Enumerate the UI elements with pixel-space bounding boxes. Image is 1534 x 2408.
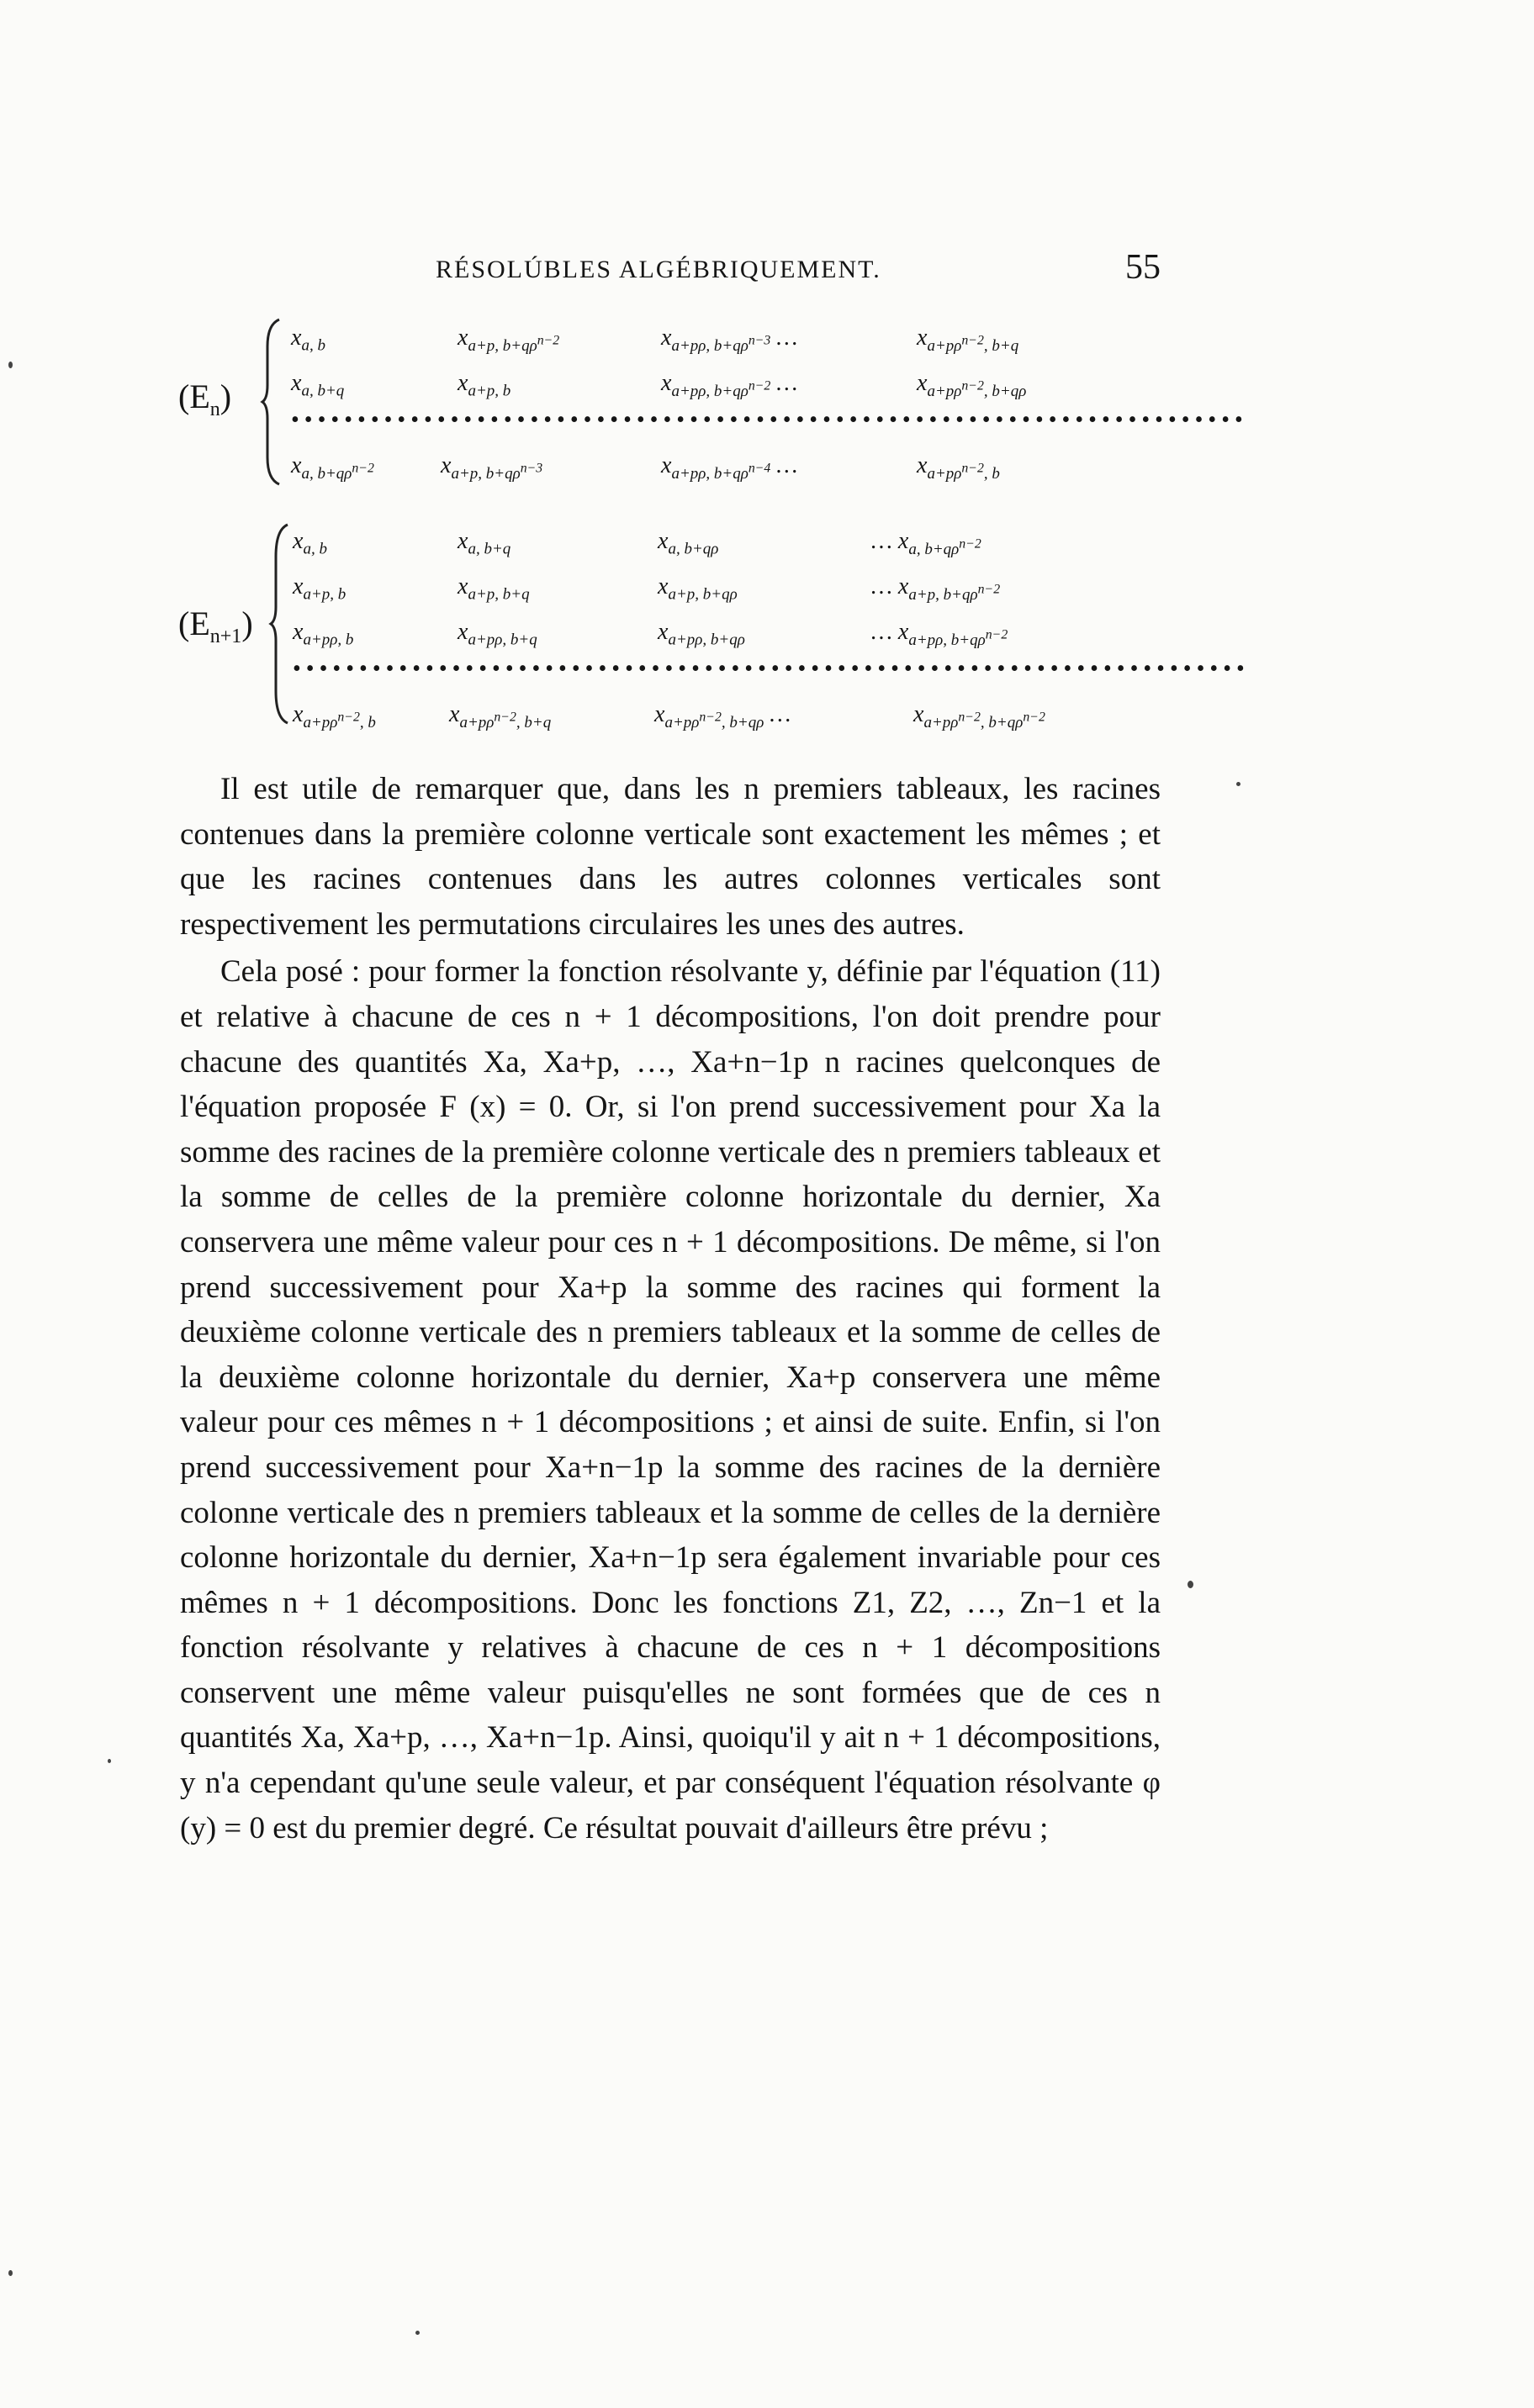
cell: $x_{a+p, b+q\rho^{n-3}}$ <box>441 452 543 483</box>
array-label: $(E_n)$ <box>178 378 232 420</box>
left-brace <box>267 523 293 725</box>
cell: $x_{a+p\rho, b+q\rho^{n-2}}$ … <box>661 370 798 400</box>
cell: $x_{a+p\rho, b+q}$ <box>458 619 537 649</box>
cell: $x_{a+p\rho^{n-2}, b+q}$ <box>449 701 552 731</box>
cell: $x_{a+p, b}$ <box>458 370 511 400</box>
left-brace <box>259 318 284 486</box>
cell: … $x_{a+p, b+q\rho^{n-2}}$ <box>871 573 1001 604</box>
array-label: $(E_{n+1})$ <box>178 605 253 647</box>
ellipsis-row: •••••••••••••••••••••••••••••••••••••••••••••••••••••••••••••••••••••••• <box>291 407 1248 433</box>
cell: $x_{a+p, b+q\rho}$ <box>658 573 738 604</box>
cell: $x_{a+p\rho^{n-2}, b}$ <box>293 701 376 731</box>
ink-speck <box>1188 1581 1193 1588</box>
cell: $x_{a+p\rho, b+q\rho}$ <box>658 619 745 649</box>
cell: … $x_{a, b+q\rho^{n-2}}$ <box>871 528 981 558</box>
cell: $x_{a+p\rho, b}$ <box>293 619 354 649</box>
cell: $x_{a+p\rho^{n-2}, b+q\rho}$ <box>917 370 1027 400</box>
cell: $x_{a, b+q\rho}$ <box>658 528 719 558</box>
cell: $x_{a, b+q}$ <box>291 370 345 400</box>
cell: $x_{a+p, b}$ <box>293 573 346 604</box>
ink-speck <box>108 1759 111 1763</box>
cell: $x_{a+p\rho^{n-2}, b+q\rho^{n-2}}$ <box>913 701 1045 731</box>
cell: … $x_{a+p\rho, b+q\rho^{n-2}}$ <box>871 619 1008 649</box>
ellipsis-row: •••••••••••••••••••••••••••••••••••••••••••••••••••••••••••••••••••••••• <box>293 656 1250 682</box>
cell: $x_{a+p\rho, b+q\rho^{n-4}}$ … <box>661 452 798 483</box>
page-number: 55 <box>1125 248 1161 287</box>
running-header <box>0 248 1534 294</box>
ink-speck <box>1236 782 1240 786</box>
ink-speck <box>8 2270 13 2276</box>
cell: $x_{a, b}$ <box>293 528 327 558</box>
cell: $x_{a+p\rho^{n-2}, b}$ <box>917 452 1000 483</box>
ink-speck <box>8 362 13 368</box>
body-text <box>180 767 1161 1853</box>
ink-speck <box>415 2331 420 2335</box>
paragraph: Cela posé : pour former la fonction résolvante y, définie par l'équation (11) et relative à chacune de ces n + 1 décompositions, l'on doit prendre pour chacune des quantités Xa, Xa+p, …, Xa+n−1p n racines quelconques de l'équation proposée F (x) = 0. Or, si l'on prend successivement pour Xa la somme des racines de la première colonne verticale des n premiers tableaux et la somme de celles de la première colonne horizontale du dernier, Xa conservera une même valeur pour ces n + 1 décompositions. De même, si l'on prend successivement pour Xa+p la somme des racines qui forment la deuxième colonne verticale des n premiers tableaux et la somme de celles de la deuxième colonne horizontale du dernier, Xa+p conservera une même valeur pour ces mêmes n + 1 décompositions ; et ainsi de suite. Enfin, si l'on prend successivement pour Xa+n−1p la somme des racines de la dernière colonne verticale des n premiers tableaux et la somme de celles de la dernière colonne horizontale du dernier, Xa+n−1p sera également invariable pour ces mêmes n + 1 décompositions. Donc les fonctions Z1, Z2, …, Zn−1 et la fonction résolvante y relatives à chacune de ces n + 1 décompositions conservent une même valeur puisqu'elles ne sont formées que de ces n quantités Xa, Xa+p, …, Xa+n−1p. Ainsi, quoiqu'il y ait n + 1 décompositions, y n'a cependant qu'une seule valeur, et par conséquent l'équation résolvante φ (y) = 0 est du premier degré. Ce résultat pouvait d'ailleurs être prévu ; <box>180 954 1161 1846</box>
cell: $x_{a+p, b+q\rho^{n-2}}$ <box>458 325 560 355</box>
cell: $x_{a+p\rho^{n-2}, b+q\rho}$ … <box>654 701 791 731</box>
paragraph: Il est utile de remarquer que, dans les n premiers tableaux, les racines contenues dans la première colonne verticale sont exactement les mêmes ; et que les racines contenues dans les autres colonnes verticales sont respectivement les permutations circulaires les unes des autres. <box>180 772 1161 942</box>
cell: $x_{a+p\rho, b+q\rho^{n-3}}$ … <box>661 325 798 355</box>
cell: $x_{a, b+q\rho^{n-2}}$ <box>291 452 374 483</box>
cell: $x_{a, b}$ <box>291 325 325 355</box>
cell: $x_{a+p, b+q}$ <box>458 573 530 604</box>
running-head: RÉSOLÚBLES ALGÉBRIQUEMENT. <box>436 256 881 283</box>
cell: $x_{a+p\rho^{n-2}, b+q}$ <box>917 325 1019 355</box>
cell: $x_{a, b+q}$ <box>458 528 511 558</box>
